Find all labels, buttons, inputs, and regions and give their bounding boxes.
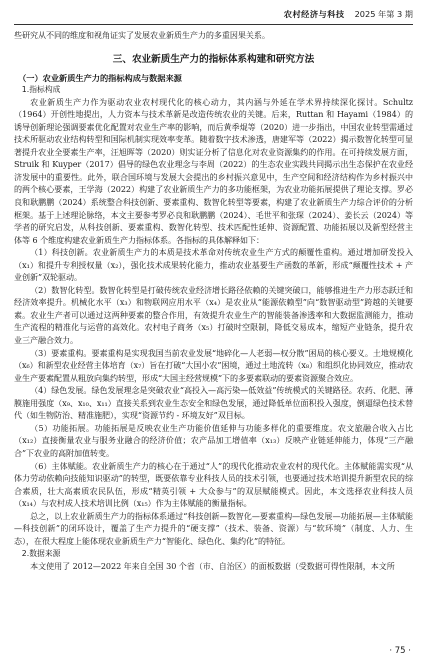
running-header xyxy=(14,4,413,24)
paragraph-green-development: （4）绿色发展。绿色发展理念是突破农业“高投入—高污染—低效益”传统模式的关键路径。农药、化肥、薄膜施用强度（x₉、x₁₀、x₁₁）直接关系到农业生态安全和绿色发展，通过降低单位面积投入强度，倒逼绿色技术替代（如生物防治、精准施肥），实现“资源节约 - 环境友好”双目标。 xyxy=(14,386,413,421)
paragraph-summary: 总之，以上农业新质生产力的指标体系通过“科技创新—数智化—要素重构—绿色发展—功能拓展—主体赋能—科技创新”的闭环设计，覆盖了生产力提升的“硬支撑”（技术、装备、资源）与“软环境”（制度、人力、生态），在很大程度上能体现农业新质生产力“智能化、绿色化、集约化”的特征。 xyxy=(14,511,413,546)
minor-title-indicators: 1.指标构成 xyxy=(21,85,61,95)
paragraph-subject-empowerment: （6）主体赋能。农业新质生产力的核心在于通过“人”的现代化推动农业农村的现代化。主体赋能需实现“从体力劳动依赖向技能知识驱动”的转型，既要依靠专业科技人员的技术引领，也要通过技术培训提升新型农民的综合素质，壮大高素质农民队伍，形成“精英引领 + 大众参与”的双层赋能模式。因此，本文选择农业科技人员（x₁₄）与农村成人技术培训比例（x₁₅）作为主体赋能的衡量指标。 xyxy=(14,461,413,509)
paragraph-function-expansion: （5）功能拓展。功能拓展是反映农业生产功能价值延伸与功能多样化的重要维度。农文旅融合收入占比（x₁₂）直接衡量农业与服务业融合的经济价值；农产品加工增值率（x₁₃）反映产业链延伸能力，体现“三产融合”下农业的高附加值转变。 xyxy=(14,423,413,458)
article-body xyxy=(14,30,413,640)
page-number: · 75 · xyxy=(389,646,411,656)
minor-title-data-source: 2.数据来源 xyxy=(21,549,61,559)
paragraph-overview: 农业新质生产力作为驱动农业农村现代化的核心动力，其内涵与外延在学术界持续深化探讨。Schultz（1964）开创性地提出，人力资本与技术革新是改造传统农业的关键。后来，Ruttan 和 Hayami（1984）的诱导创新理论强调要素优化配置对农业生产率的影响，而后黄季焜等（2020）进一步指出，中国农业转型需通过技术所驱动农业结构转型和国际机制实现效率变革。随着数字技术渗透，唐建军等（2022）揭示数智化转型可显著提升农业全要素生产率，汪旭晖等（2020）则实证分析了信息化对农业资源集约的作用。在可持续发展方面，Struik 和 Kuyper（2017）倡导的绿色农业理念与李周（2022）的生态农业实践共同揭示出生态保护在农业经济发展中的重要性。此外，联合国环境与发展大会提出的乡村振兴意见中，生产空间和经济结构作为乡村振兴中的两个核心要素，王学海（2022）构建了农业新质生产力的多功能框架，为农业功能拓展提供了理论支撑。罗必良和耿鹏鹏（2024）系统整合科技创新、要素重构、数智化转型等要素，构建了农业新质生产力综合评价的分析框架。基于上述理论脉络，本文主要参考罗必良和耿鹏鹏（2024）、毛世平和张琛（2024）、姜长云（2024）等学者的研究启发，从科技创新、要素重构、数智化转型、技术匹配性延伸、资源配置、功能拓展以及新型经营主体等 6 个维度构建农业新质生产力指标体系。各指标的具体解释如下： xyxy=(14,97,413,245)
intro-line: 些研究从不同的维度和视角证实了发展农业新质生产力的多重因果关系。 xyxy=(14,31,270,40)
paragraph-factor-restructuring: （3）要素重构。要素重构是实现我国当前农业发展“地碎化—人老弱—权分散”困局的核心要义。土地规模化（x₆）和新型农业经营主体培育（x₇）旨在打破“大国小农”困境，通过土地流转（x₈）和组织化协同效应，推动农业生产要素配置从粗放向集约转型，形成“大国主经营规模”下的多要素联动的要素资源聚合效应。 xyxy=(14,348,413,383)
journal-name: 农村经济与科技 xyxy=(283,8,345,19)
issue-label: 2025 年第 3 期 xyxy=(354,8,413,19)
paragraph-tech-innovation: （1）科技创新。农业新质生产力的本质是技术革命对传统农业生产方式的颠覆性重构。通过增加研发投入（x₁）和提升专利授权量（x₂），强化技术成果转化能力，推动农业基要生产函数的革新，形成“颠覆性技术 + 产业创新”双轮驱动。 xyxy=(14,248,413,283)
paragraph-data-source: 本文使用了 2012—2022 年来自全国 30 个省（市、自治区）的面板数据（受数据可得性限制，本文所 xyxy=(30,561,395,571)
paragraph-digital-transformation: （2）数智化转型。数智化转型是打破传统农业经济增长路径依赖的关键突破口，能够推进生产力形态跃迁和经济效率提升。机械化水平（x₃）和物联网应用水平（x₄）是农业从“能源依赖型”向“数智驱动型”跨越的关键要素。农业生产者可以通过这两种要素的整合作用，有效提升农业生产的智能装备渗透率和大数据监测能力，推动生产流程的精准化与运营的高效化。农村电子商务（x₅）打破时空限制，降低交易成本，缩短产业链条，提升农业三产融合效力。 xyxy=(14,285,413,346)
header-divider xyxy=(14,24,413,25)
section-title: 三、农业新质生产力的指标体系构建和研究方法 xyxy=(112,53,315,65)
subsection-title: （一）农业新质生产力的指标构成与数据来源 xyxy=(18,72,182,83)
